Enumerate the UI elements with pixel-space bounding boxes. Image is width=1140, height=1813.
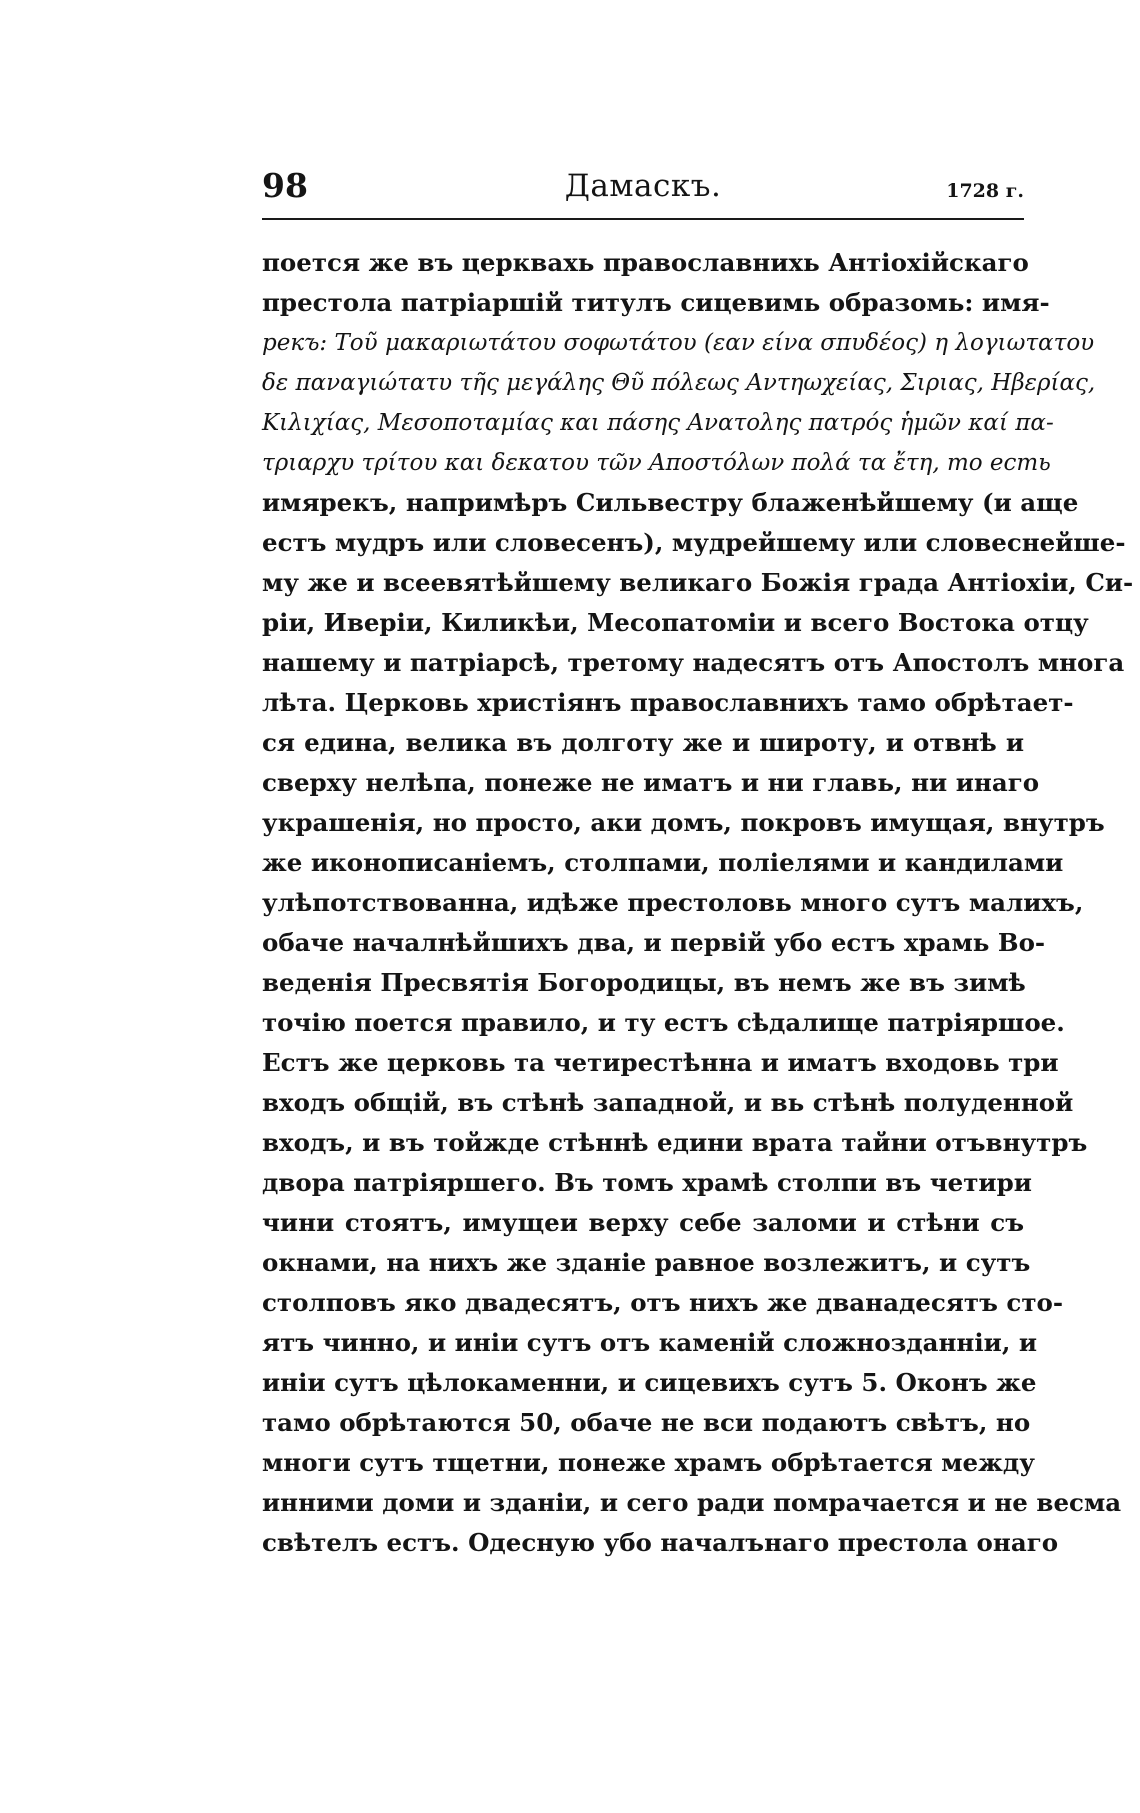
text-line: нашему и патріарсѣ, третому надесятъ отъ Апостолъ многа [262, 648, 1125, 677]
header-rule [262, 218, 1024, 220]
text-line: ятъ чинно, и иніи сутъ отъ каменій сложнозданніи, и [262, 1328, 1038, 1357]
text-line: δε παναγιώτατυ τῆς μεγάλης Θῦ πόλεως Αντηωχείας, Σιριας, Ηβερίας, [262, 370, 1096, 396]
text-line: входъ, и въ тойжде стѣннѣ едини врата тайни отъвнутръ [262, 1128, 1088, 1157]
text-line: чини стоятъ, имущеи верху себе заломи и стѣни съ [262, 1208, 1024, 1237]
text-line: Естъ же церковь та четирестѣнна и иматъ входовь три [262, 1048, 1059, 1077]
text-line: ріи, Иверіи, Киликѣи, Месопатоміи и всего Востока отцу [262, 608, 1089, 637]
text-line: сверху нелѣпа, понеже не иматъ и ни главь, ни инаго [262, 768, 1040, 797]
text-line: τριαρχυ τρίτου και δεκατου τῶν Αποστόλων πολά τα ἔτη, то есть [262, 450, 1051, 476]
page-header [262, 166, 1024, 214]
text-line: украшенія, но просто, аки домъ, покровъ имущая, внутръ [262, 808, 1105, 837]
text-line: иніи сутъ цѣлокаменни, и сицевихъ сутъ 5. Оконъ же [262, 1368, 1037, 1397]
text-line: же иконописаніемъ, столпами, поліелями и кандилами [262, 848, 1064, 877]
text-line: поется же въ церквахь православнихь Антіохійскаго [262, 248, 1029, 277]
text-line: улѣпотствованна, идѣже престоловь много сутъ малихъ, [262, 888, 1084, 917]
text-line: тамо обрѣтаются 50, обаче не вси подаютъ свѣтъ, но [262, 1408, 1031, 1437]
text-line: входъ общій, въ стѣнѣ западной, и вь стѣнѣ полуденной [262, 1088, 1074, 1117]
text-line: двора патріяршего. Въ томъ храмѣ столпи въ четири [262, 1168, 1032, 1197]
text-line: му же и всеевятѣйшему великаго Божія града Антіохіи, Си- [262, 568, 1134, 597]
text-line: точію поется правило, и ту естъ сѣдалище патріяршое. [262, 1008, 1065, 1037]
text-line: ся едина, велика въ долготу же и широту, и отвнѣ и [262, 728, 1024, 757]
text-line: многи сутъ тщетни, понеже храмъ обрѣтается между [262, 1448, 1035, 1477]
page-number: 98 [262, 166, 308, 205]
running-title: Дамаскъ. [564, 168, 722, 204]
text-line: лѣта. Церковь христіянъ православнихъ тамо обрѣтает- [262, 688, 1074, 717]
text-line: окнами, на нихъ же зданіе равное возлежитъ, и сутъ [262, 1248, 1031, 1277]
text-line: Κιλιχίας, Μεσοποταμίας και πάσης Ανατολης πατρός ἡμῶν καί πα- [262, 410, 1054, 436]
text-line: столповъ яко двадесятъ, отъ нихъ же дванадесятъ сто- [262, 1288, 1064, 1317]
text-line: свѣтелъ естъ. Одесную убо началънаго престола онаго [262, 1528, 1059, 1557]
text-line: естъ мудръ или словесенъ), мудрейшему или словеснейше- [262, 528, 1126, 557]
text-line: инними доми и зданіи, и сего ради помрачается и не весма [262, 1488, 1122, 1517]
header-year: 1728 г. [946, 180, 1024, 202]
text-line: веденія Пресвятія Богородицы, въ немъ же въ зимѣ [262, 968, 1026, 997]
text-line: обаче началнѣйшихъ два, и первій убо естъ храмь Во- [262, 928, 1046, 957]
text-line: престола патріаршій титулъ сицевимь образомь: имя- [262, 288, 1050, 317]
text-line: имярекъ, напримѣръ Сильвестру блаженѣйшему (и аще [262, 488, 1079, 517]
text-line: рекъ: Τοῦ μακαριωτάτου σοφωτάτου (εαν είνα σπυδέος) η λογιωτατου [262, 330, 1095, 356]
body-text [262, 243, 1134, 1563]
